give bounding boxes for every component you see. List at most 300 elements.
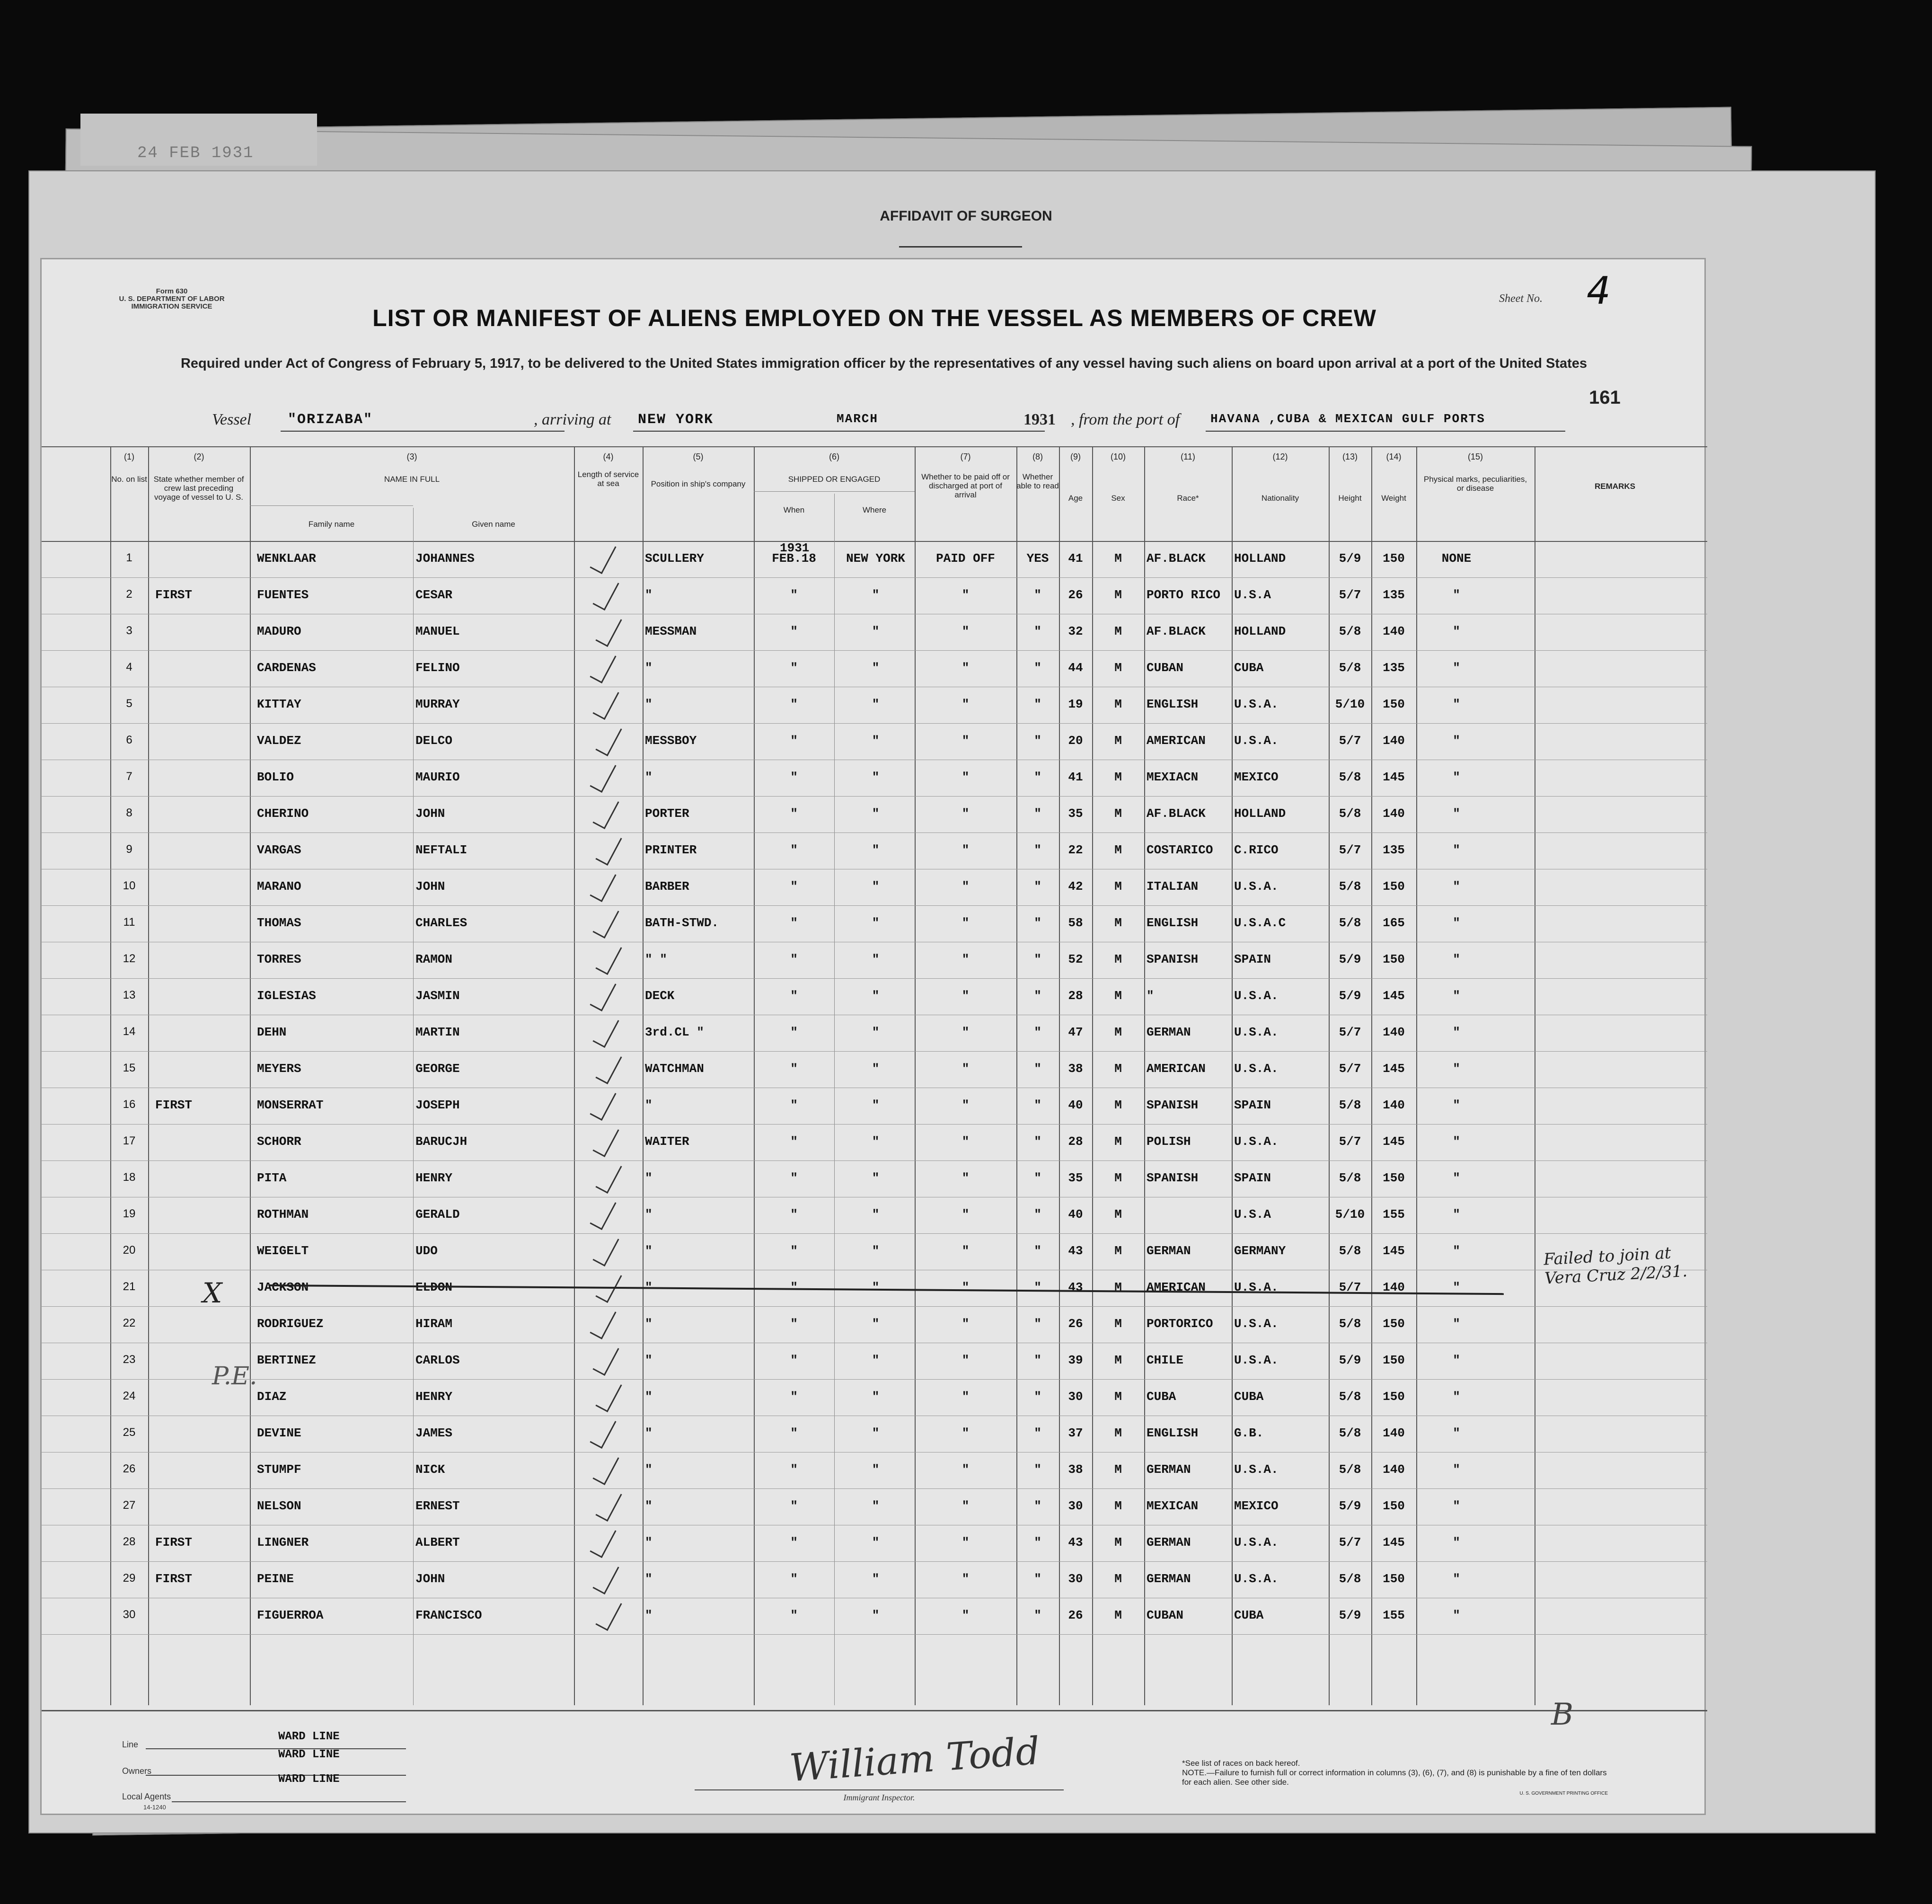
cell-race: "	[1147, 989, 1154, 1003]
cell-age: 58	[1068, 916, 1083, 930]
cell-no: 7	[126, 770, 132, 783]
cell-read: "	[1034, 1390, 1041, 1404]
cell-given: NEFTALI	[415, 843, 468, 857]
cell-height: 5/7	[1339, 734, 1361, 748]
header-paid-off: Whether to be paid off or discharged at port of arrival	[921, 472, 1010, 499]
cell-family: WEIGELT	[257, 1244, 309, 1258]
cell-paid: "	[962, 661, 970, 675]
owners-value: WARD LINE	[278, 1748, 340, 1761]
cell-where: "	[872, 734, 880, 748]
check-mark-icon	[591, 1089, 619, 1117]
cell-family: NELSON	[257, 1499, 301, 1513]
cell-position: "	[645, 1390, 653, 1404]
cell-nat: U.S.A.	[1234, 697, 1279, 711]
cell-when: "	[790, 734, 798, 748]
cell-where: "	[872, 843, 880, 857]
cell-nat: U.S.A	[1234, 1207, 1271, 1222]
cell-position: " "	[645, 952, 667, 966]
cell-read: YES	[1026, 551, 1049, 566]
cell-given: NICK	[415, 1462, 445, 1477]
cell-given: GERALD	[415, 1207, 460, 1222]
cell-no: 9	[126, 843, 132, 856]
subheader-rule	[754, 491, 915, 492]
cell-age: 39	[1068, 1353, 1083, 1367]
cell-position: "	[645, 1353, 653, 1367]
cell-read: "	[1034, 1244, 1041, 1258]
cell-race: GERMAN	[1147, 1025, 1191, 1039]
check-mark-icon	[591, 1307, 619, 1336]
cell-nat: U.S.A.	[1234, 1317, 1279, 1331]
cell-marks: "	[1453, 1499, 1460, 1513]
check-mark-icon	[596, 724, 625, 753]
cell-sex: M	[1114, 624, 1122, 638]
date-stamp: 24 FEB 1931	[137, 144, 254, 162]
cell-where: "	[872, 770, 880, 784]
cell-nat: C.RICO	[1234, 843, 1279, 857]
cell-read: "	[1034, 770, 1041, 784]
heading-rule	[899, 246, 1022, 248]
cell-nat: SPAIN	[1234, 1171, 1271, 1185]
cell-race: GERMAN	[1147, 1572, 1191, 1586]
check-mark-icon	[593, 1125, 622, 1153]
cell-weight: 140	[1383, 806, 1405, 821]
cell-family: BOLIO	[257, 770, 294, 784]
cell-age: 35	[1068, 806, 1083, 821]
cell-weight: 150	[1383, 697, 1405, 711]
cell-where: "	[872, 661, 880, 675]
cell-sex: M	[1114, 1025, 1122, 1039]
cell-sex: M	[1114, 770, 1122, 784]
cell-age: 52	[1068, 952, 1083, 966]
cell-no: 8	[126, 806, 132, 819]
cell-race: GERMAN	[1147, 1535, 1191, 1550]
column-number: (12)	[1272, 452, 1288, 461]
cell-where: "	[872, 1171, 880, 1185]
cell-no: 1	[126, 551, 132, 564]
cell-when: "	[790, 879, 798, 894]
row-rule	[42, 1561, 1707, 1562]
cell-read: "	[1034, 1608, 1041, 1622]
cell-height: 5/9	[1339, 1608, 1361, 1622]
cell-sex: M	[1114, 1098, 1122, 1112]
cell-paid: "	[962, 1098, 970, 1112]
cell-no: 13	[123, 989, 136, 1001]
cell-no: 20	[123, 1244, 136, 1257]
cell-family: FIGUERROA	[257, 1608, 324, 1622]
cell-marks: "	[1453, 1572, 1460, 1586]
row-rule	[42, 1051, 1707, 1052]
column-number: (4)	[603, 452, 614, 461]
cell-given: DELCO	[415, 734, 453, 748]
vessel-label: Vessel	[212, 411, 252, 428]
cell-marks: "	[1453, 1025, 1460, 1039]
cell-family: SCHORR	[257, 1134, 301, 1149]
check-mark-icon	[593, 906, 622, 935]
header-race: Race*	[1177, 494, 1199, 503]
cell-position: "	[645, 1207, 653, 1222]
cell-paid: "	[962, 1535, 970, 1550]
row-rule	[42, 978, 1707, 979]
cell-age: 42	[1068, 879, 1083, 894]
cell-race: AF.BLACK	[1147, 806, 1206, 821]
header-bottom-rule	[42, 541, 1707, 542]
row-13-x-mark: X	[203, 1277, 222, 1309]
cell-paid: "	[962, 1025, 970, 1039]
printer-credit: U. S. GOVERNMENT PRINTING OFFICE	[1519, 1791, 1608, 1796]
cell-race: CUBAN	[1147, 661, 1184, 675]
affidavit-heading: AFFIDAVIT OF SURGEON	[880, 208, 1052, 224]
cell-paid: "	[962, 1608, 970, 1622]
cell-read: "	[1034, 1499, 1041, 1513]
cell-no: 6	[126, 734, 132, 746]
cell-marks: "	[1453, 952, 1460, 966]
cell-position: "	[645, 1317, 653, 1331]
cell-read: "	[1034, 989, 1041, 1003]
cell-height: 5/8	[1339, 1244, 1361, 1258]
cell-no: 2	[126, 588, 132, 601]
cell-read: "	[1034, 624, 1041, 638]
cell-height: 5/9	[1339, 1353, 1361, 1367]
cell-state: FIRST	[155, 1572, 193, 1586]
cell-where: "	[872, 1390, 880, 1404]
cell-given: JOHN	[415, 1572, 445, 1586]
arrival-month: MARCH	[837, 412, 879, 426]
cell-age: 26	[1068, 588, 1083, 602]
cell-race: ENGLISH	[1147, 1426, 1199, 1440]
cell-where: "	[872, 916, 880, 930]
row-rule	[42, 650, 1707, 651]
cell-family: MADURO	[257, 624, 301, 638]
cell-no: 19	[123, 1207, 136, 1220]
cell-where: "	[872, 806, 880, 821]
cell-age: 30	[1068, 1390, 1083, 1404]
cell-paid: "	[962, 916, 970, 930]
cell-where: "	[872, 1462, 880, 1477]
cell-given: JOHN	[415, 879, 445, 894]
header-when: When	[783, 505, 805, 514]
cell-given: ELDON	[415, 1280, 453, 1294]
cell-marks: "	[1453, 1280, 1460, 1294]
page-title: LIST OR MANIFEST OF ALIENS EMPLOYED ON THE VESSEL AS MEMBERS OF CREW	[372, 305, 1376, 331]
cell-nat: HOLLAND	[1234, 806, 1286, 821]
from-port-label: , from the port of	[1071, 411, 1180, 428]
row-rule	[42, 796, 1707, 797]
cell-given: MURRAY	[415, 697, 460, 711]
cell-age: 43	[1068, 1535, 1083, 1550]
cell-family: VALDEZ	[257, 734, 301, 748]
local-agents-label: Local Agents	[122, 1792, 171, 1801]
cell-weight: 165	[1383, 916, 1405, 930]
cell-read: "	[1034, 1062, 1041, 1076]
column-number: (8)	[1032, 452, 1043, 461]
header-able-to-read: Whether able to read	[1016, 472, 1059, 490]
inspector-signature: William Todd	[788, 1728, 1041, 1790]
cell-sex: M	[1114, 1244, 1122, 1258]
cell-weight: 140	[1383, 1426, 1405, 1440]
column-number: (9)	[1070, 452, 1081, 461]
cell-when: "	[790, 1535, 798, 1550]
cell-race: AF.BLACK	[1147, 551, 1206, 566]
cell-height: 5/7	[1339, 1134, 1361, 1149]
cell-when: "	[790, 697, 798, 711]
cell-marks: "	[1453, 1608, 1460, 1622]
cell-height: 5/9	[1339, 551, 1361, 566]
cell-given: MAURIO	[415, 770, 460, 784]
cell-height: 5/9	[1339, 952, 1361, 966]
check-mark-icon	[593, 1344, 622, 1372]
cell-family: CHERINO	[257, 806, 309, 821]
cell-paid: "	[962, 734, 970, 748]
cell-when: "	[790, 1098, 798, 1112]
cell-when: "	[790, 806, 798, 821]
column-divider	[413, 508, 414, 1705]
check-mark-icon	[593, 1562, 622, 1591]
cell-paid: "	[962, 1426, 970, 1440]
cell-age: 43	[1068, 1280, 1083, 1294]
cell-read: "	[1034, 1098, 1041, 1112]
cell-read: "	[1034, 1280, 1041, 1294]
arrival-year: 1931	[1023, 411, 1056, 428]
cell-family: MARANO	[257, 879, 301, 894]
cell-marks: "	[1453, 1062, 1460, 1076]
cell-given: HENRY	[415, 1171, 453, 1185]
check-mark-icon	[593, 688, 622, 716]
cell-family: JACKSON	[257, 1280, 309, 1294]
cell-weight: 140	[1383, 1098, 1405, 1112]
cell-when: "	[790, 661, 798, 675]
cell-read: "	[1034, 1317, 1041, 1331]
cell-age: 22	[1068, 843, 1083, 857]
cell-marks: "	[1453, 1317, 1460, 1331]
check-mark-icon	[593, 578, 622, 607]
cell-sex: M	[1114, 1535, 1122, 1550]
cell-paid: "	[962, 1353, 970, 1367]
cell-sex: M	[1114, 879, 1122, 894]
cell-given: JOHN	[415, 806, 445, 821]
cell-given: RAMON	[415, 952, 453, 966]
cell-nat: U.S.A.	[1234, 734, 1279, 748]
cell-where: "	[872, 1353, 880, 1367]
cell-sex: M	[1114, 734, 1122, 748]
cell-nat: U.S.A.	[1234, 1062, 1279, 1076]
cell-no: 28	[123, 1535, 136, 1548]
cell-weight: 150	[1383, 1317, 1405, 1331]
cell-nat: U.S.A.	[1234, 1134, 1279, 1149]
cell-race: SPANISH	[1147, 1098, 1199, 1112]
port-underline	[1206, 431, 1565, 432]
cell-weight: 150	[1383, 1353, 1405, 1367]
cell-race: AF.BLACK	[1147, 624, 1206, 638]
header-height: Height	[1338, 494, 1362, 503]
cell-position: "	[645, 1171, 653, 1185]
header-age: Age	[1068, 494, 1083, 503]
cell-when: "	[790, 1025, 798, 1039]
cell-paid: "	[962, 1462, 970, 1477]
cell-height: 5/8	[1339, 1098, 1361, 1112]
cell-height: 5/8	[1339, 624, 1361, 638]
cell-marks: "	[1453, 1171, 1460, 1185]
cell-nat: U.S.A.	[1234, 1353, 1279, 1367]
cell-given: CHARLES	[415, 916, 468, 930]
cell-nat: U.S.A.	[1234, 1025, 1279, 1039]
cell-height: 5/10	[1335, 697, 1365, 711]
check-mark-icon	[591, 870, 619, 898]
page-subtitle: Required under Act of Congress of February 5, 1917, to be delivered to the United States immigration officer by the representatives of any vessel having such aliens on board upon arrival at a port of the United States	[180, 356, 1588, 371]
cell-sex: M	[1114, 697, 1122, 711]
cell-read: "	[1034, 806, 1041, 821]
cell-marks: "	[1453, 1207, 1460, 1222]
cell-when: "	[790, 1171, 798, 1185]
agents-underline	[172, 1801, 406, 1802]
cell-no: 23	[123, 1353, 136, 1366]
cell-sex: M	[1114, 1499, 1122, 1513]
cell-paid: "	[962, 1317, 970, 1331]
cell-paid: "	[962, 843, 970, 857]
cell-where: "	[872, 989, 880, 1003]
cell-position: "	[645, 661, 653, 675]
cell-read: "	[1034, 697, 1041, 711]
cell-age: 40	[1068, 1207, 1083, 1222]
cell-race: CHILE	[1147, 1353, 1184, 1367]
cell-given: GEORGE	[415, 1062, 460, 1076]
cell-height: 5/8	[1339, 1171, 1361, 1185]
cell-marks: "	[1453, 916, 1460, 930]
manifest-table	[42, 446, 1707, 1705]
cell-height: 5/10	[1335, 1207, 1365, 1222]
cell-when: "	[790, 1572, 798, 1586]
cell-position: WATCHMAN	[645, 1062, 704, 1076]
cell-where: "	[872, 1025, 880, 1039]
cell-read: "	[1034, 952, 1041, 966]
cell-weight: 150	[1383, 1499, 1405, 1513]
cell-paid: "	[962, 697, 970, 711]
cell-given: JOSEPH	[415, 1098, 460, 1112]
cell-race: ENGLISH	[1147, 697, 1199, 711]
cell-nat: U.S.A.	[1234, 989, 1279, 1003]
cell-no: 3	[126, 624, 132, 637]
cell-age: 38	[1068, 1462, 1083, 1477]
cell-position: "	[645, 1280, 653, 1294]
cell-marks: "	[1453, 1462, 1460, 1477]
cell-paid: "	[962, 770, 970, 784]
cell-position: PORTER	[645, 806, 689, 821]
cell-where: NEW YORK	[846, 551, 905, 566]
cell-read: "	[1034, 916, 1041, 930]
cell-sex: M	[1114, 1280, 1122, 1294]
cell-height: 5/8	[1339, 1317, 1361, 1331]
check-mark-icon	[596, 615, 625, 643]
header-physical-marks: Physical marks, peculiarities, or disease	[1423, 475, 1527, 493]
cell-sex: M	[1114, 1171, 1122, 1185]
remark-failed-to-join: Failed to join at Vera Cruz 2/2/31.	[1543, 1243, 1688, 1288]
cell-paid: "	[962, 1134, 970, 1149]
cell-nat: U.S.A.	[1234, 879, 1279, 894]
cell-marks: "	[1453, 1098, 1460, 1112]
cell-where: "	[872, 1207, 880, 1222]
cell-given: JOHANNES	[415, 551, 475, 566]
cell-where: "	[872, 1608, 880, 1622]
cell-given: MARTIN	[415, 1025, 460, 1039]
cell-no: 5	[126, 697, 132, 710]
cell-where: "	[872, 1244, 880, 1258]
cell-weight: 150	[1383, 952, 1405, 966]
cell-height: 5/7	[1339, 843, 1361, 857]
cell-nat: MEXICO	[1234, 770, 1279, 784]
cell-when: "	[790, 624, 798, 638]
cell-weight: 135	[1383, 588, 1405, 602]
cell-sex: M	[1114, 1608, 1122, 1622]
cell-age: 32	[1068, 624, 1083, 638]
cell-read: "	[1034, 1572, 1041, 1586]
check-mark-icon	[591, 1198, 619, 1226]
cell-race: GERMAN	[1147, 1244, 1191, 1258]
cell-age: 26	[1068, 1317, 1083, 1331]
cell-position: SCULLERY	[645, 551, 704, 566]
cell-given: UDO	[415, 1244, 438, 1258]
cell-weight: 150	[1383, 1572, 1405, 1586]
cell-height: 5/8	[1339, 1462, 1361, 1477]
cell-given: ALBERT	[415, 1535, 460, 1550]
manifest-footer	[42, 1697, 1707, 1818]
check-mark-icon	[596, 1271, 625, 1299]
cell-where: "	[872, 1280, 880, 1294]
cell-paid: "	[962, 1062, 970, 1076]
row-rule	[42, 905, 1707, 906]
cell-read: "	[1034, 1535, 1041, 1550]
line-label: Line	[122, 1740, 139, 1749]
cell-given: BARUCJH	[415, 1134, 468, 1149]
cell-no: 17	[123, 1134, 136, 1147]
cell-sex: M	[1114, 916, 1122, 930]
cell-when: "	[790, 843, 798, 857]
column-divider	[1416, 446, 1417, 1705]
cell-family: LINGNER	[257, 1535, 309, 1550]
column-divider	[915, 446, 916, 1705]
cell-nat: CUBA	[1234, 1608, 1264, 1622]
cell-position: 3rd.CL "	[645, 1025, 704, 1039]
cell-marks: "	[1453, 879, 1460, 894]
owners-label: Owners	[122, 1766, 152, 1776]
cell-position: "	[645, 1462, 653, 1477]
cell-sex: M	[1114, 1207, 1122, 1222]
cell-when: "	[790, 952, 798, 966]
cell-age: 41	[1068, 770, 1083, 784]
cell-read: "	[1034, 588, 1041, 602]
cell-position: BARBER	[645, 879, 689, 894]
column-divider	[250, 446, 251, 1705]
cell-given: MANUEL	[415, 624, 460, 638]
cell-nat: SPAIN	[1234, 1098, 1271, 1112]
cell-age: 35	[1068, 1171, 1083, 1185]
cell-family: ROTHMAN	[257, 1207, 309, 1222]
column-divider	[148, 446, 149, 1705]
header-length-of-service: Length of service at sea	[577, 470, 639, 488]
agents-value: WARD LINE	[278, 1773, 340, 1786]
cell-when: "	[790, 1499, 798, 1513]
signature-line	[695, 1789, 1064, 1790]
cell-weight: 140	[1383, 624, 1405, 638]
cell-position: "	[645, 1426, 653, 1440]
cell-no: 25	[123, 1426, 136, 1439]
cell-weight: 150	[1383, 551, 1405, 566]
column-number: (3)	[406, 452, 417, 461]
cell-family: KITTAY	[257, 697, 301, 711]
cell-read: "	[1034, 734, 1041, 748]
column-number: (5)	[693, 452, 704, 461]
departure-port: HAVANA ,CUBA & MEXICAN GULF PORTS	[1210, 412, 1485, 426]
cell-height: 5/8	[1339, 770, 1361, 784]
cell-race: PORTO RICO	[1147, 588, 1221, 602]
